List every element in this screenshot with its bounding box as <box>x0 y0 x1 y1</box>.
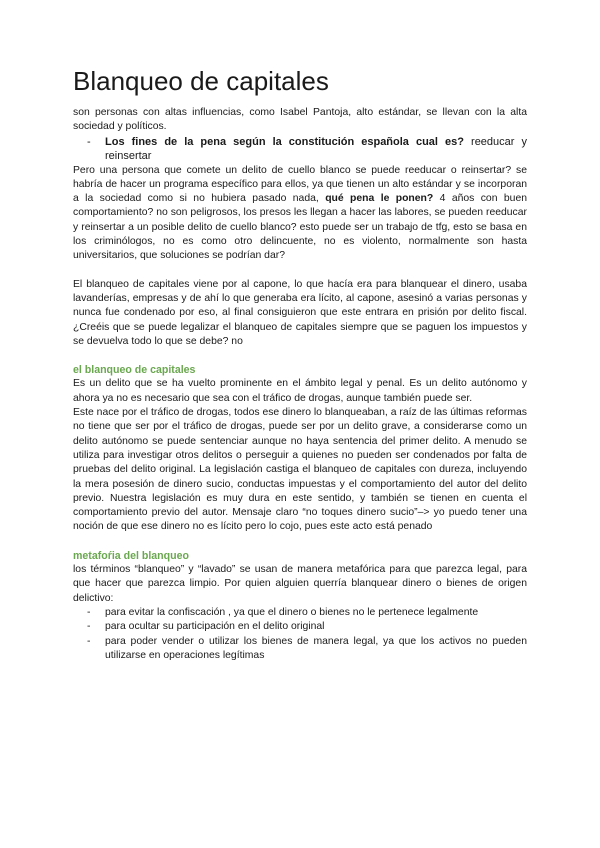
paragraph-al-capone: El blanqueo de capitales viene por al capone, lo que hacía era para blanquear el dinero, usaba lavanderías, empresas y de ahí lo que generaba era lícito, al capone, asesinó a varias personas y nunca fue condenado por eso, al final consiguieron que este entrara en prisión por delito fiscal. ¿Creéis que se puede legalizar el blanqueo de capitales siempre que se paguen los impuestos y se devuelva todo lo que se debe? no <box>73 278 527 347</box>
paragraph-text: Pero una persona que comete un delito de cuello blanco se puede reeducar o reinsertar? se habría de hacer un programa específico para ellos, ya que tienen un alto estándar y se incorporan a la sociedad como si no hubiera pasado nada, <box>73 164 527 205</box>
paragraph-bold: qué pena le ponen? <box>325 193 434 205</box>
page-title: Blanqueo de capitales <box>73 66 329 96</box>
section2-paragraph-1: los términos “blanqueo” y “lavado” se usan de manera metafórica para que parezca legal, para que hacer que parezca limpio. Por quien alguien querría blanquear dinero o bienes de origen delictivo: <box>73 564 527 604</box>
list-item <box>105 135 527 164</box>
question-bold: Los fines de la pena según la constitución española cual es? <box>105 135 464 148</box>
paragraph-cuello-blanco <box>73 164 527 264</box>
list-item: - para evitar la confiscación , ya que el dinero o bienes no le pertenece legalmente <box>105 606 527 620</box>
paragraph-text: 4 años con buen comportamiento? no son peligrosos, los presos les llegan a hacer las labores, se pueden reeducar y reinsertar a un posible delito de cuello blanco? esto puede ser un trabajo de tfg, esto se basa en los criminólogos, no es como otro delincuente, no es violento, normalmente son hasta universitarios, que soluciones se podrían dar? <box>73 193 527 262</box>
list-item: - para ocultar su participación en el delito original <box>105 620 527 634</box>
reasons-list <box>73 606 527 663</box>
document-page <box>73 66 527 663</box>
question-answer: reeducar y reinsertar <box>105 135 527 163</box>
intro-paragraph: son personas con altas influencias, como Isabel Pantoja, alto estándar, se llevan con la alta sociedad y políticos. <box>73 107 527 133</box>
intro-question-list <box>73 135 527 164</box>
section-heading-metafora: metafoŕia del blanqueo <box>73 549 189 562</box>
section1-paragraph-1: Es un delito que se ha vuelto prominente en el ámbito legal y penal. Es un delito autónomo y ahora ya no es necesario que sea con el tráfico de drogas, aunque también puede ser. <box>73 378 527 404</box>
section-heading-blanqueo: el blanqueo de capitales <box>73 364 196 377</box>
section1-paragraph-2: Este nace por el tráfico de drogas, todos ese dinero lo blanqueaban, a raíz de las últimas reformas no tiene que ser por el tráfico de drogas, puede ser por un delito grave, a considerarse como un delito autónomo se puede sentenciar aunque no haya sentencia del primer delito. A menudo se utiliza para investigar otros delitos o perseguir a quienes no pueden ser condenados por falta de pruebas del delito original. La legislación castiga el blanqueo de capitales con dureza, incluyendo la mera posesión de dinero sucio, conductas impuestas y el comportamiento del autor del delito previo. Nuestra legislación es muy dura en este sentido, y también se tienen en cuenta el comportamiento previo del autor. Mensaje claro “no toques dinero sucio”–> yo puedo tener una noción de que ese dinero no es lícito pero lo cojo, pues este acto está penado <box>73 407 527 533</box>
list-item: - para poder vender o utilizar los bienes de manera legal, ya que los activos no pueden utilizarse en operaciones legítimas <box>105 635 527 664</box>
